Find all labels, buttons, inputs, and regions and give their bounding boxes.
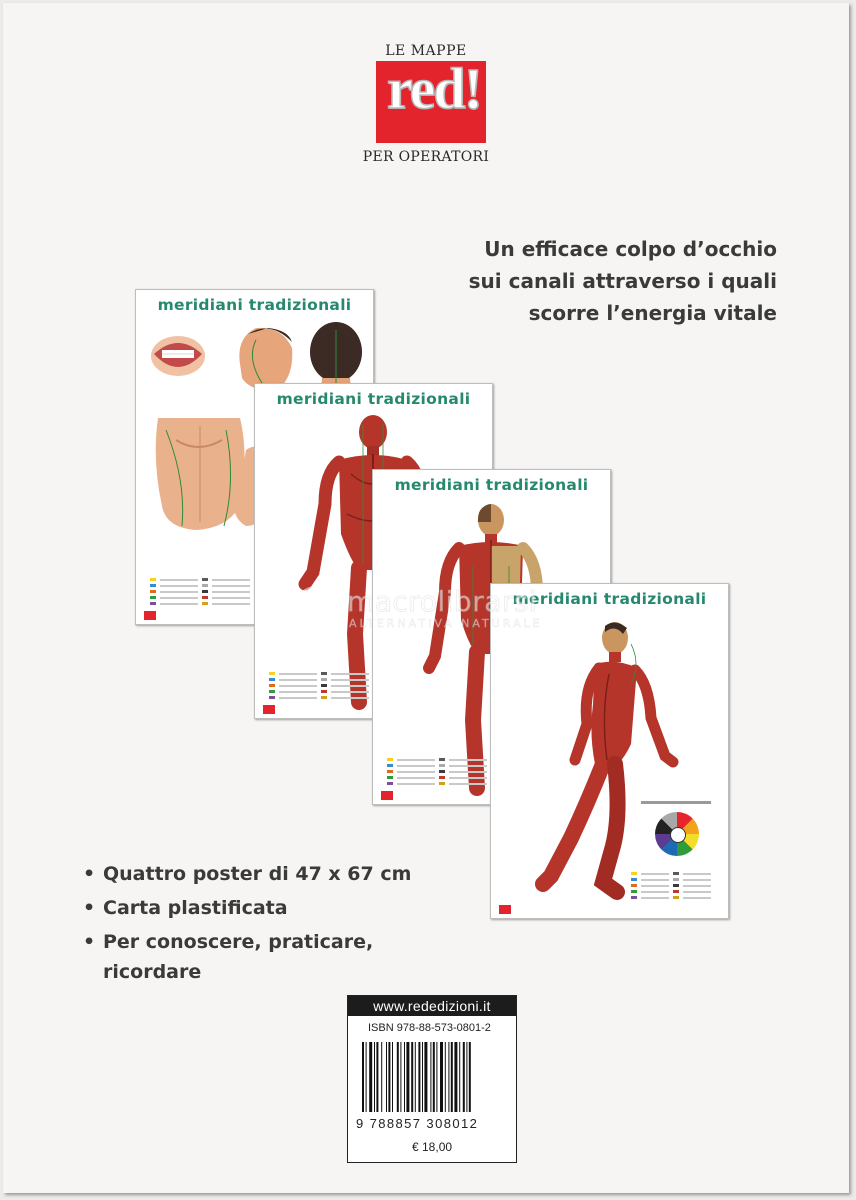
feature-item: • Quattro poster di 47 x 67 cm <box>83 859 443 889</box>
logo-bottom-text: PER OPERATORI <box>362 149 490 165</box>
leaf-icon <box>291 583 341 633</box>
feature-item: • Per conoscere, praticare, ricordare <box>83 927 443 987</box>
watermark-sub-text: ALTERNATIVA NATURALE <box>349 617 543 630</box>
price: € 18,00 <box>412 1140 453 1154</box>
barcode-icon <box>362 1042 506 1112</box>
poster-logo <box>263 705 275 714</box>
poster-title: meridiani tradizionali <box>512 590 707 608</box>
poster-legend <box>269 672 379 702</box>
feature-item: • Carta plastificata <box>83 893 443 923</box>
website-url: www.rededizioni.it <box>348 996 516 1016</box>
logo-word: red! <box>386 56 481 121</box>
poster-legend <box>150 578 260 608</box>
wheel-caption <box>641 801 711 804</box>
back-cover <box>3 3 849 1193</box>
feature-list <box>83 859 443 991</box>
five-elements-wheel-icon <box>655 812 699 856</box>
tagline-line: Un efficace colpo d’occhio <box>484 237 777 261</box>
barcode-block <box>347 995 517 1163</box>
poster-logo <box>144 611 156 620</box>
poster-logo <box>499 905 511 914</box>
ean-digits: 9 788857 308012 <box>356 1116 479 1131</box>
poster-walking-figure <box>490 583 729 919</box>
poster-legend <box>387 758 497 788</box>
poster-title: meridiani tradizionali <box>394 476 589 494</box>
walking-muscular-figure <box>491 584 728 918</box>
tagline-line: scorre l’energia vitale <box>528 301 777 325</box>
poster-title: meridiani tradizionali <box>276 390 471 408</box>
publisher-logo <box>3 3 849 183</box>
watermark-main-text: macrolibrarsi <box>347 585 538 618</box>
logo-top-text: LE MAPPE <box>385 43 467 59</box>
poster-legend <box>631 872 721 902</box>
tagline-line: sui canali attraverso i quali <box>468 269 777 293</box>
watermark <box>291 583 591 633</box>
poster-title: meridiani tradizionali <box>157 296 352 314</box>
isbn-text: ISBN 978-88-573-0801-2 <box>368 1022 491 1034</box>
tagline <box>377 233 777 329</box>
poster-logo <box>381 791 393 800</box>
